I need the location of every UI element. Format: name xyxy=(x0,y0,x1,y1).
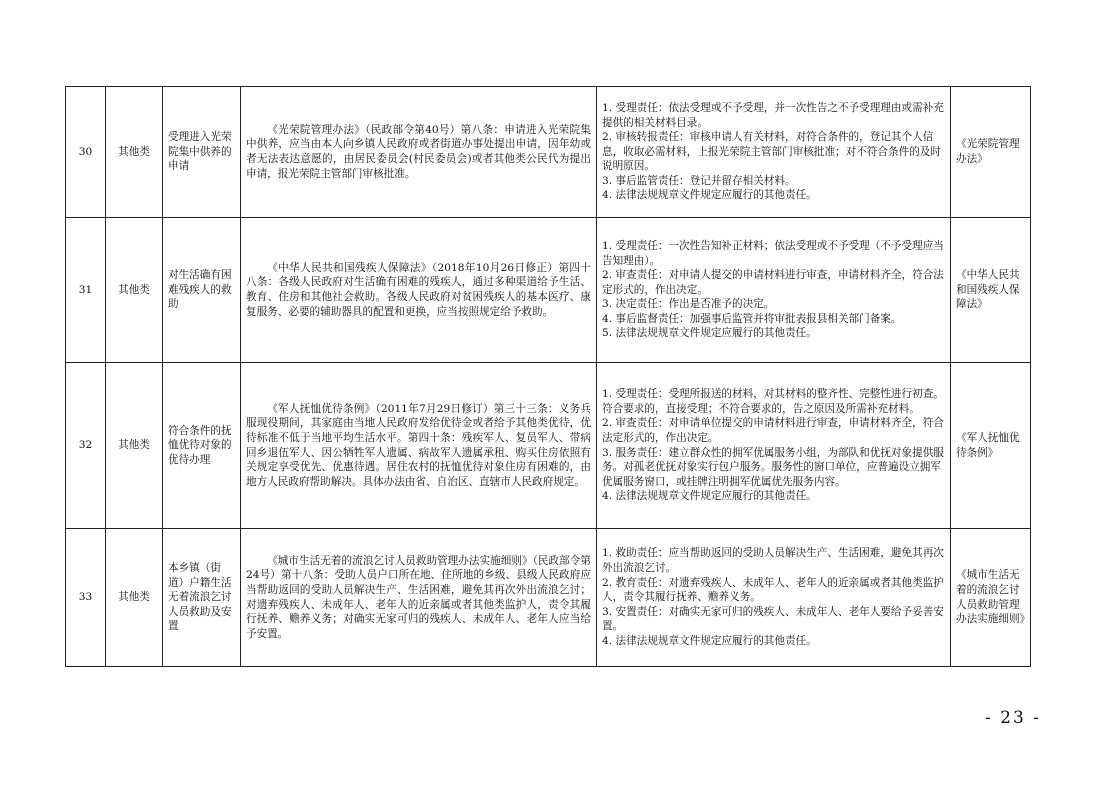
category-cell: 其他类 xyxy=(106,218,163,363)
responsibility-line: 2. 教育责任：对遗弃残疾人、未成年人、老年人的近亲属或者其他类监护人，责令其履行抚养、赡养义务。 xyxy=(602,576,944,604)
responsibility-line: 1. 救助责任：应当帮助返回的受助人员解决生产、生活困难，避免其再次外出流浪乞讨。 xyxy=(602,547,944,575)
responsibility-line: 2. 审查责任：对申请人提交的申请材料进行审查，申请材料齐全，符合法定形式的，作出决定。 xyxy=(602,269,944,296)
responsibility-line: 4. 法律法规规章文件规定应履行的其他责任。 xyxy=(602,634,817,647)
table-row xyxy=(66,87,1031,218)
responsibility-line: 1. 受理责任：依法受理或不予受理，并一次性告之不予受理理由或需补充提供的相关材料目录。 xyxy=(602,101,944,129)
responsibility-line: 3. 安置责任：对确实无家可归的残疾人、未成年人、老年人要给予妥善安置。 xyxy=(602,605,944,633)
responsibility-line: 1. 受理责任：一次性告知补正材料；依法受理或不予受理（不予受理应当告知理由）。 xyxy=(602,239,944,267)
responsibility-line: 4. 事后监督责任：加强事后监管并将审批表报县相关部门备案。 xyxy=(602,312,902,325)
item-name-cell: 受理进入光荣院集中供养的申请 xyxy=(163,87,241,218)
responsibility-line: 5. 法律法规规章文件规定应履行的其他责任。 xyxy=(602,327,817,340)
responsibility-line: 3. 服务责任：建立群众性的拥军优属服务小组，为部队和优抚对象提供服务。对孤老优抚对象实行包户服务。服务性的窗口单位，应普遍设立拥军优属服务窗口，或挂牌注明拥军优属优先服务内容。 xyxy=(602,446,944,488)
source-law-cell: 《光荣院管理办法》 xyxy=(951,87,1031,218)
category-cell: 其他类 xyxy=(106,363,163,529)
responsibilities-cell xyxy=(597,529,951,667)
row-number-cell: 32 xyxy=(66,363,106,529)
responsibility-line: 2. 审核转报责任：审核申请人有关材料，对符合条件的，登记其个人信息，收取必需材料，上报光荣院主管部门审核批准；对不符合条件的及时说明原因。 xyxy=(602,131,941,173)
legal-basis-cell: 《城市生活无着的流浪乞讨人员救助管理办法实施细则》（民政部令第24号）第十八条：受助人员户口所在地、住所地的乡级、县级人民政府应当帮助返回的受助人员解决生产、生活困难，避免其再次外出流浪乞讨；对遗弃残疾人、未成年人、老年人的近亲属或者其他类监护人，责令其履行抚养、赡养义务；对确实无家可归的残疾人、未成年人、老年人应当给予安置。 xyxy=(241,529,597,667)
row-number-cell: 33 xyxy=(66,529,106,667)
responsibilities-cell xyxy=(597,363,951,529)
category-cell: 其他类 xyxy=(106,87,163,218)
item-name-cell: 本乡镇（街道）户籍生活无着流浪乞讨人员救助及安置 xyxy=(163,529,241,667)
responsibility-line: 2. 审查责任：对申请单位提交的申请材料进行审查，申请材料齐全，符合法定形式的，作出决定。 xyxy=(602,417,944,444)
source-law-cell: 《城市生活无着的流浪乞讨人员救助管理办法实施细则》 xyxy=(951,529,1031,667)
table-row xyxy=(66,529,1031,667)
responsibilities-cell xyxy=(597,218,951,363)
responsibility-line: 3. 决定责任：作出是否准予的决定。 xyxy=(602,298,775,311)
table-row xyxy=(66,363,1031,529)
legal-basis-cell: 《军人抚恤优待条例》（2011年7月29日修订）第三十三条：义务兵服现役期间，其家庭由当地人民政府发给优待金或者给予其他类优待，优待标准不低于当地平均生活水平。第四十条：残疾军人、复员军人、带病回乡退伍军人、因公牺牲军人遗属、病故军人遗属承租、购买住房依照有关规定享受优先、优惠待遇。居住农村的抚恤优待对象住房有困难的，由地方人民政府帮助解决。具体办法由省、自治区、直辖市人民政府规定。 xyxy=(241,363,597,529)
responsibility-table xyxy=(65,86,1031,667)
responsibility-line: 4. 法律法规规章文件规定应履行的其他责任。 xyxy=(602,189,817,202)
responsibility-line: 1. 受理责任：受理所报送的材料，对其材料的整齐性、完整性进行初查。符合要求的，直接受理；不符合要求的，告之原因及所需补充材料。 xyxy=(602,388,944,415)
source-law-cell: 《中华人民共和国残疾人保障法》 xyxy=(951,218,1031,363)
responsibility-line: 4. 法律法规规章文件规定应履行的其他责任。 xyxy=(602,490,817,503)
table-body xyxy=(66,87,1031,667)
legal-basis-cell: 《中华人民共和国残疾人保障法》（2018年10月26日修正）第四十八条：各级人民政府对生活确有困难的残疾人，通过多种渠道给予生活、教育、住房和其他社会救助。各级人民政府对贫困残疾人的基本医疗、康复服务、必要的辅助器具的配置和更换，应当按照规定给予救助。 xyxy=(241,218,597,363)
table-row xyxy=(66,218,1031,363)
page-number: - 23 - xyxy=(985,708,1041,728)
responsibility-line: 3. 事后监管责任：登记并留存相关材料。 xyxy=(602,174,796,187)
category-cell: 其他类 xyxy=(106,529,163,667)
responsibilities-cell xyxy=(597,87,951,218)
item-name-cell: 符合条件的抚恤优待对象的优待办理 xyxy=(163,363,241,529)
row-number-cell: 30 xyxy=(66,87,106,218)
item-name-cell: 对生活确有困难残疾人的救助 xyxy=(163,218,241,363)
source-law-cell: 《军人抚恤优待条例》 xyxy=(951,363,1031,529)
row-number-cell: 31 xyxy=(66,218,106,363)
legal-basis-cell: 《光荣院管理办法》（民政部令第40号）第八条：申请进入光荣院集中供养，应当由本人向乡镇人民政府或者街道办事处提出申请，因年幼或者无法表达意愿的，由居民委员会(村民委员会)或者其他类公民代为提出申请，报光荣院主管部门审核批准。 xyxy=(241,87,597,218)
